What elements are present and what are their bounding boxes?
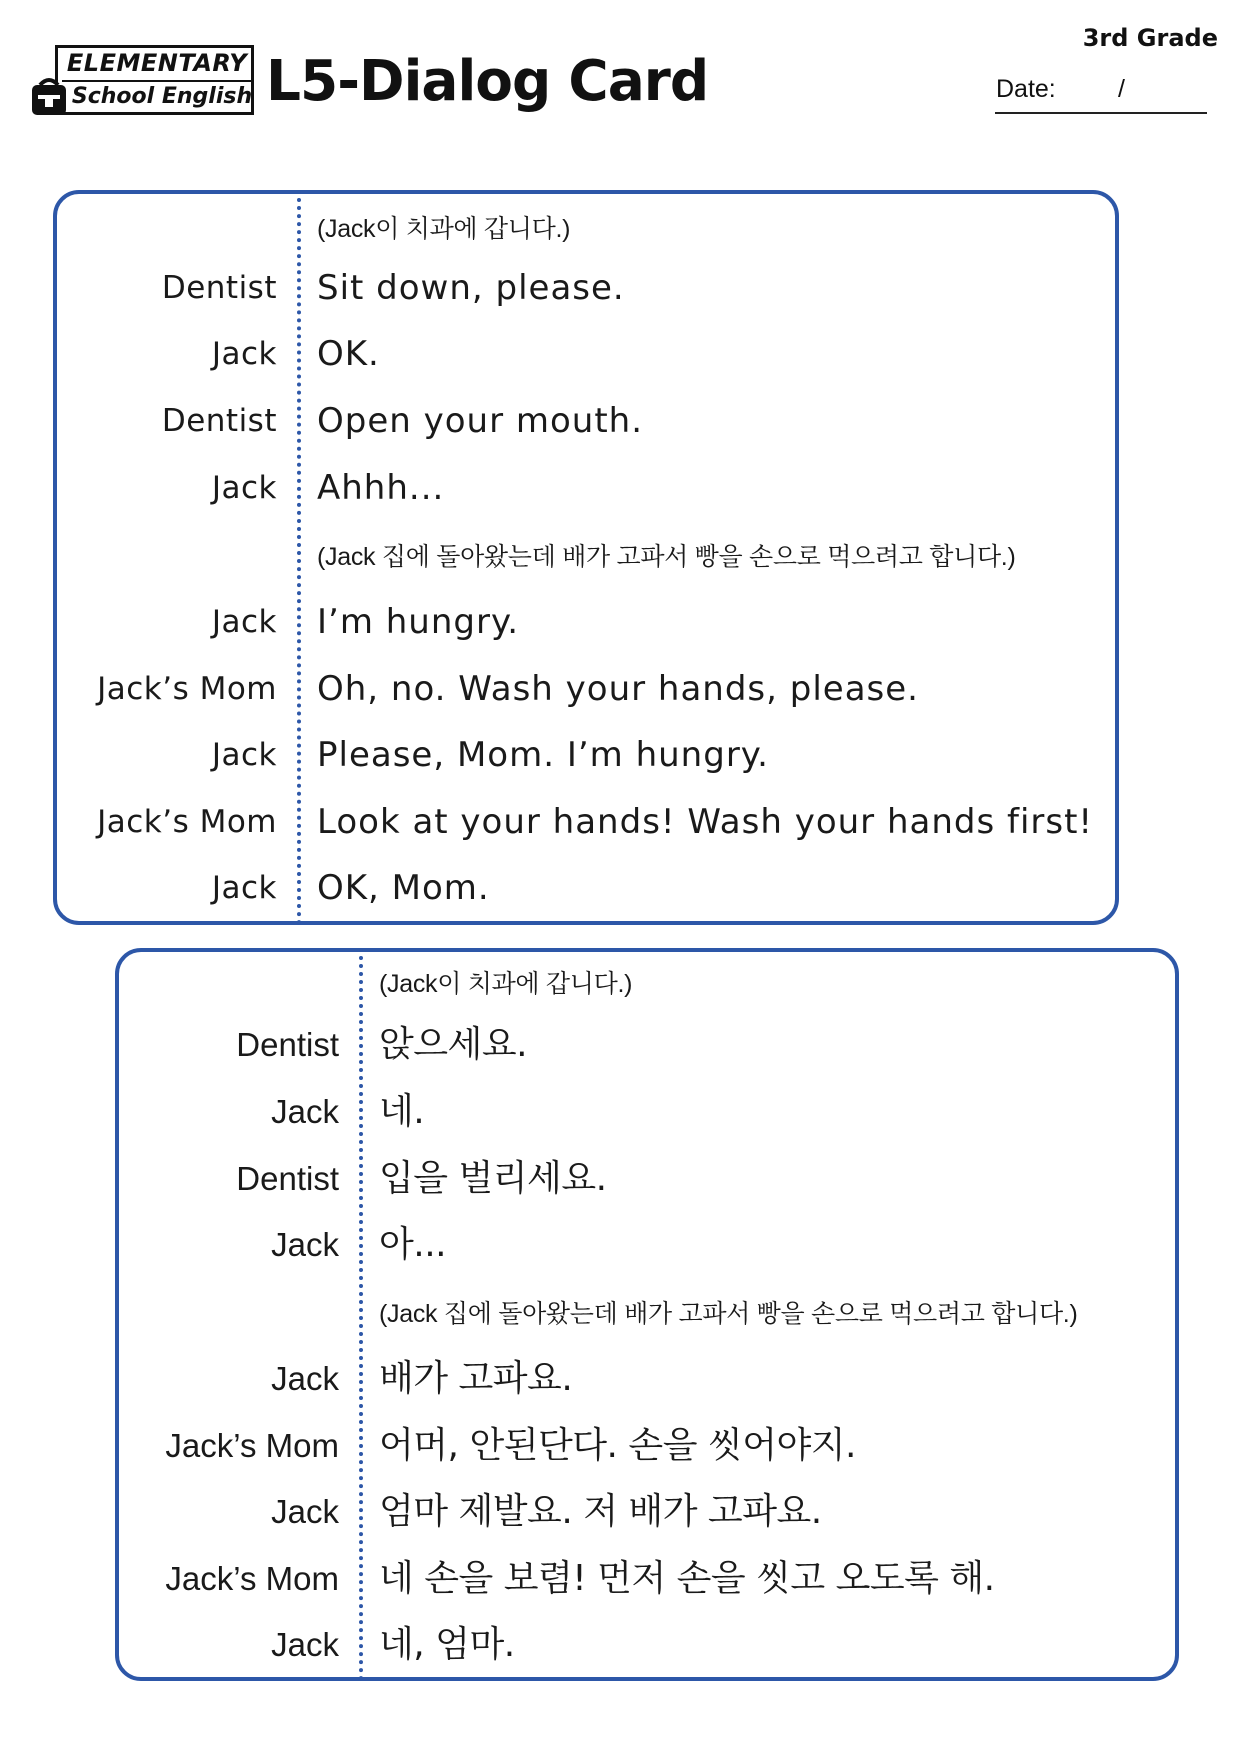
- speaker-name: Jack: [211, 870, 277, 906]
- dialog-line: Look at your hands! Wash your hands first!: [317, 802, 1094, 842]
- dialog-row: [119, 1153, 1175, 1205]
- dialog-line: 엄마 제발요. 저 배가 고파요.: [379, 1491, 822, 1532]
- dialog-line: 네.: [379, 1091, 425, 1132]
- speaker-name: Jack: [211, 336, 277, 372]
- speaker-name: Jack: [271, 1626, 339, 1663]
- stage-direction: (Jack 집에 돌아왔는데 배가 고파서 빵을 손으로 먹으려고 합니다.): [317, 543, 1016, 571]
- date-label: Date:: [996, 75, 1056, 103]
- dialog-row: [57, 262, 1115, 314]
- speaker-name: Jack: [211, 737, 277, 773]
- speaker-name: Dentist: [236, 1160, 339, 1197]
- stage-direction: (Jack이 치과에 갑니다.): [317, 215, 571, 243]
- speaker-name: Dentist: [236, 1026, 339, 1063]
- english-dialog-card: [53, 190, 1119, 925]
- dialog-row: [57, 395, 1115, 447]
- speaker-name: Dentist: [161, 403, 277, 439]
- speaker-name: Jack: [271, 1493, 339, 1530]
- dialog-row: [57, 796, 1115, 848]
- dialog-row: [57, 203, 1115, 255]
- dialog-line: Open your mouth.: [317, 401, 644, 441]
- speaker-name: Jack’s Mom: [165, 1560, 339, 1597]
- dialog-row: [119, 1619, 1175, 1671]
- dialog-row: [57, 596, 1115, 648]
- speaker-name: Jack: [271, 1093, 339, 1130]
- date-field-underline: [995, 112, 1207, 114]
- dialog-row: [57, 729, 1115, 781]
- dialog-line: Please, Mom. I’m hungry.: [317, 735, 769, 775]
- stage-direction: (Jack 집에 돌아왔는데 배가 고파서 빵을 손으로 먹으려고 합니다.): [379, 1300, 1078, 1328]
- speaker-name: Jack’s Mom: [165, 1427, 339, 1464]
- dialog-line: 앉으세요.: [379, 1024, 528, 1065]
- speaker-name: Dentist: [161, 270, 277, 306]
- dialog-line: Sit down, please.: [317, 268, 625, 308]
- school-logo: [28, 45, 258, 119]
- dialog-row: [57, 862, 1115, 914]
- dialog-line: 네 손을 보렴! 먼저 손을 씻고 오도록 해.: [379, 1558, 995, 1599]
- date-separator: /: [1118, 75, 1125, 103]
- dialog-line: 배가 고파요.: [379, 1358, 573, 1399]
- logo-text-elementary: ELEMENTARY: [66, 49, 248, 77]
- dialog-line: 네, 엄마.: [379, 1624, 515, 1665]
- dialog-row: [119, 1219, 1175, 1271]
- dialog-row: [119, 1353, 1175, 1405]
- korean-dialog-card: [115, 948, 1179, 1681]
- dialog-row: [57, 663, 1115, 715]
- speaker-name: Jack: [211, 604, 277, 640]
- school-bag-icon: [28, 75, 70, 119]
- dialog-row: [57, 462, 1115, 514]
- dialog-line: I’m hungry.: [317, 602, 520, 642]
- dialog-line: 어머, 안된단다. 손을 씻어야지.: [379, 1425, 856, 1466]
- stage-direction: (Jack이 치과에 갑니다.): [379, 970, 633, 998]
- page-title: L5-Dialog Card: [266, 49, 709, 114]
- dialog-line: 입을 벌리세요.: [379, 1158, 607, 1199]
- dialog-line: 아...: [379, 1224, 447, 1265]
- grade-label: 3rd Grade: [1082, 24, 1218, 52]
- dialog-row: [119, 1019, 1175, 1071]
- dialog-line: OK, Mom.: [317, 868, 490, 908]
- speaker-name: Jack: [271, 1360, 339, 1397]
- speaker-name: Jack: [271, 1226, 339, 1263]
- dialog-line: Ahhh...: [317, 468, 445, 508]
- speaker-name: Jack’s Mom: [97, 671, 277, 707]
- dialog-row: [119, 1288, 1175, 1340]
- dialog-row: [119, 1553, 1175, 1605]
- dialog-row: [57, 328, 1115, 380]
- dialog-row: [119, 1486, 1175, 1538]
- dialog-line: OK.: [317, 334, 380, 374]
- logo-text-school-english: School English: [71, 84, 253, 109]
- speaker-name: Jack’s Mom: [97, 804, 277, 840]
- dialog-row: [57, 531, 1115, 583]
- speaker-name: Jack: [211, 470, 277, 506]
- dialog-row: [119, 1420, 1175, 1472]
- dialog-row: [119, 1086, 1175, 1138]
- dialog-row: [119, 958, 1175, 1010]
- dialog-line: Oh, no. Wash your hands, please.: [317, 669, 919, 709]
